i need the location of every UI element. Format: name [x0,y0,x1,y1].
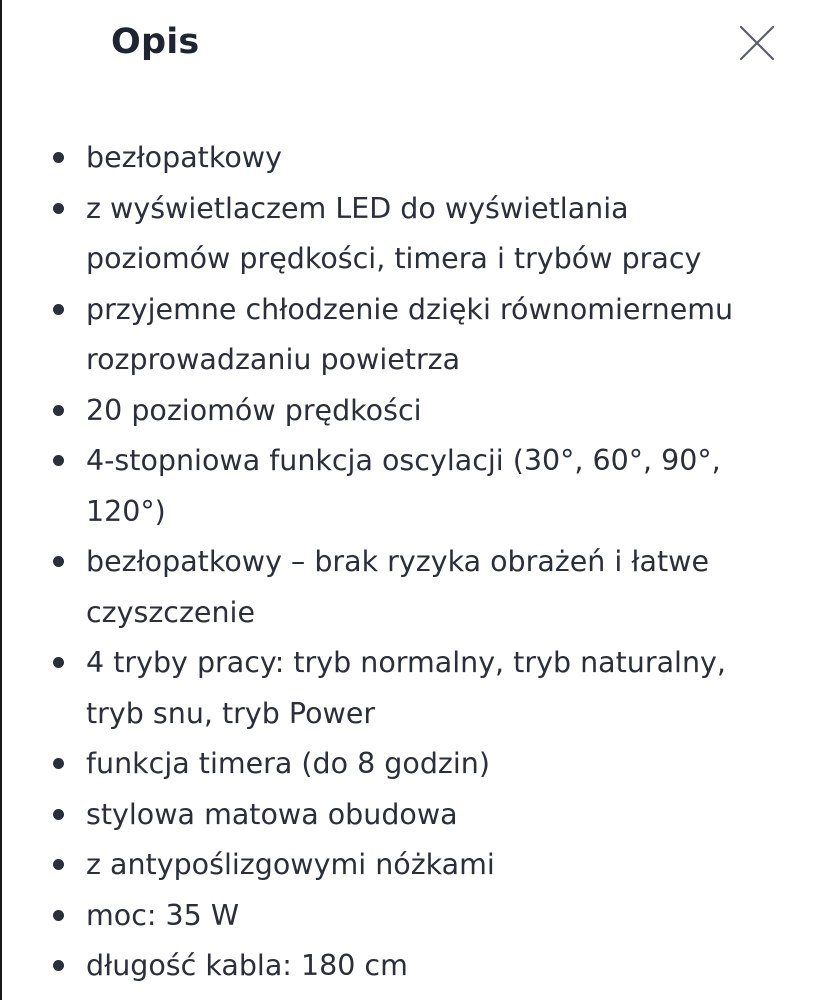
list-item [2,840,822,891]
list-item [2,891,822,942]
list-item-text: 4-stopniowa funkcja oscylacji (30°, 60°, 90°, [86,444,721,477]
bullet-dot-icon [53,455,64,466]
bullet-dot-icon [53,910,64,921]
bullet-dot-icon [53,203,64,214]
dialog-title: Opis [111,22,200,62]
list-item [2,537,822,638]
list-item-text: poziomów prędkości, timera i trybów pracy [86,242,702,275]
bullet-dot-icon [53,304,64,315]
list-item-text: 120°) [86,494,166,528]
list-item-text: z wyświetlaczem LED do wyświetlania [86,191,629,225]
list-item [2,436,822,537]
list-item-text: czyszczenie [86,595,255,629]
list-item-text: stylowa matowa obudowa [86,797,458,831]
list-item [2,285,822,386]
list-item-text: z antypoślizgowymi nóżkami [86,848,495,881]
list-item-text: bezłopatkowy [86,141,282,174]
list-item [2,133,822,184]
bullet-dot-icon [53,758,64,769]
close-x-icon [737,23,777,63]
list-item [2,790,822,841]
list-item-text: tryb snu, tryb Power [86,696,376,730]
list-item [2,739,822,790]
list-item-text: 20 poziomów prędkości [86,393,422,427]
description-dialog [2,0,824,1000]
list-item [2,184,822,285]
list-item-text: 4 tryby pracy: tryb normalny, tryb naturalny, [86,646,726,679]
list-item-text: długość kabla: 180 cm [86,949,408,982]
list-item-text: rozprowadzaniu powietrza [86,343,461,376]
list-item [2,941,822,992]
bullet-dot-icon [53,657,64,668]
bullet-dot-icon [53,152,64,163]
bullet-dot-icon [53,859,64,870]
close-button[interactable] [737,23,777,63]
bullet-dot-icon [53,405,64,416]
list-item-text: funkcja timera (do 8 godzin) [86,747,490,780]
bullet-dot-icon [53,556,64,567]
list-item-text: moc: 35 W [86,898,240,932]
list-item [2,638,822,739]
feature-list [2,133,822,992]
list-item [2,386,822,437]
list-item-text: bezłopatkowy – brak ryzyka obrażeń i łatwe [86,545,709,578]
bullet-dot-icon [53,960,64,971]
list-item-text: przyjemne chłodzenie dzięki równomiernemu [86,292,734,326]
bullet-dot-icon [53,809,64,820]
